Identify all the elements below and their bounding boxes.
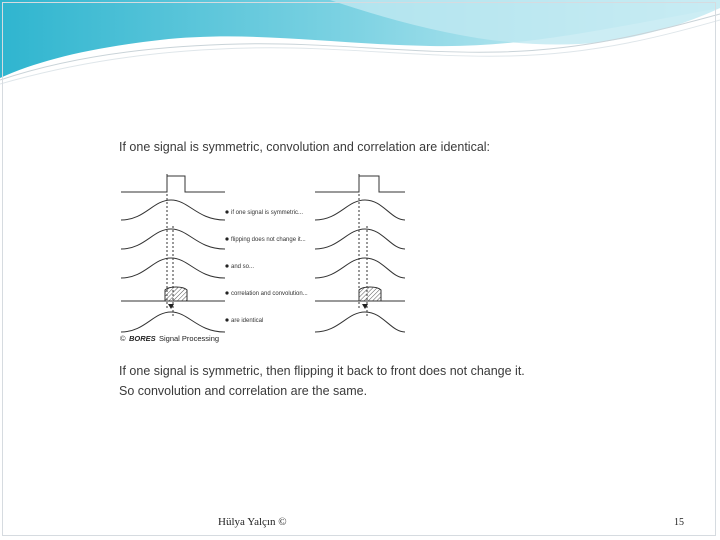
figure-title: If one signal is symmetric, convolution and correlation are identical:	[119, 140, 491, 154]
right-rect-pulse	[315, 176, 405, 192]
legend-bullet	[225, 318, 228, 321]
page-number: 15	[674, 517, 684, 528]
legend-item-1: if one signal is symmetric...	[231, 210, 304, 216]
legend-item-3: and so...	[231, 264, 255, 270]
footer-author: Hülya Yalçın ©	[218, 516, 287, 528]
legend	[225, 210, 308, 324]
legend-item-5: are identical	[231, 318, 264, 324]
bores-credit	[120, 334, 219, 343]
right-bump-4	[315, 312, 405, 332]
left-rect-pulse	[121, 176, 225, 192]
figure-caption-line-2: So convolution and correlation are the same.	[119, 384, 368, 398]
legend-bullet	[225, 264, 228, 267]
figure-diagram	[115, 138, 607, 400]
left-bump-1	[121, 200, 225, 220]
right-overlap-hatch	[359, 287, 381, 301]
right-bump-1	[315, 200, 405, 220]
copyright-symbol: ©	[120, 334, 126, 343]
header-wave-decoration	[0, 0, 720, 90]
right-bump-3	[315, 258, 405, 278]
legend-bullet	[225, 291, 228, 294]
legend-bullet	[225, 237, 228, 240]
figure-caption-line-1: If one signal is symmetric, then flipping it back to front does not change it.	[119, 364, 525, 378]
legend-item-4: correlation and convolution...	[231, 291, 308, 297]
credit-text: Signal Processing	[159, 334, 220, 343]
left-overlap-hatch	[165, 287, 187, 301]
convolution-correlation-figure	[115, 138, 607, 400]
legend-bullet	[225, 210, 228, 213]
bores-logo: BORES	[129, 334, 156, 343]
right-bump-2	[315, 229, 405, 249]
legend-item-2: flipping does not change it...	[231, 237, 306, 243]
